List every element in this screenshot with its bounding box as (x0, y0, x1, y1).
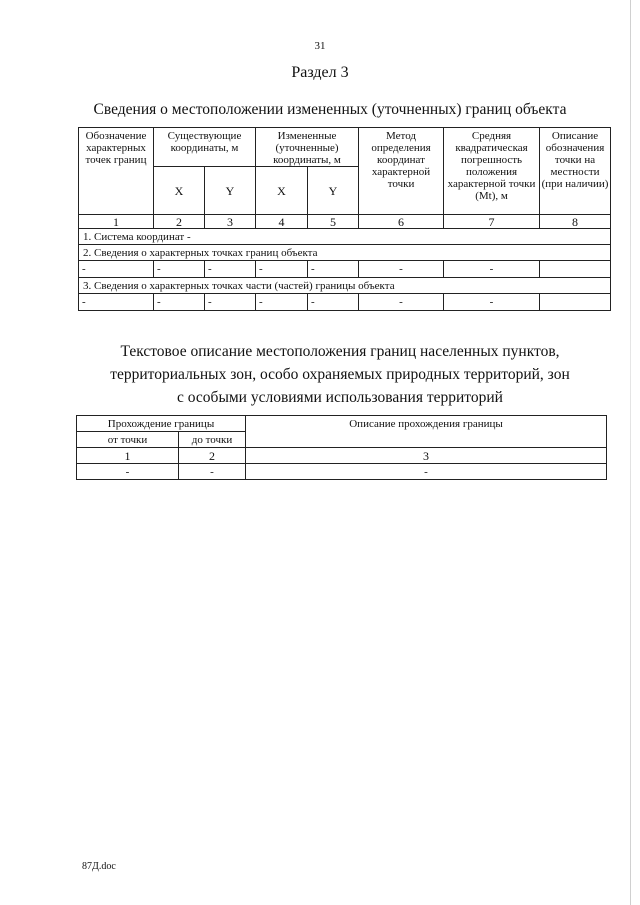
table-cell: - (154, 294, 205, 311)
column-number: 1 (77, 448, 179, 464)
page-edge-line (630, 0, 631, 905)
table-cell: - (179, 464, 246, 480)
header-point-designation: Обозначение характерных точек границ (79, 128, 154, 215)
table1-title: Сведения о местоположении измененных (уточненных) границ объекта (93, 101, 567, 118)
column-number: 5 (308, 215, 359, 229)
table-cell: - (359, 261, 444, 278)
column-number: 4 (256, 215, 308, 229)
column-number: 3 (205, 215, 256, 229)
header-description: Описание обозначения точки на местности (при наличии) (540, 128, 611, 215)
section3-heading-row: 3. Сведения о характерных точках части (частей) границы объекта (79, 278, 611, 294)
column-number: 1 (79, 215, 154, 229)
header-changed-y: Y (308, 167, 359, 215)
header-method: Метод определения координат характерной точки (359, 128, 444, 215)
section2-heading-row: 2. Сведения о характерных точках границ объекта (79, 245, 611, 261)
table-cell: - (308, 261, 359, 278)
table-cell: - (79, 294, 154, 311)
table-cell: - (256, 294, 308, 311)
table-cell: - (77, 464, 179, 480)
coordinate-system-row: 1. Система координат - (79, 229, 611, 245)
table-cell: - (154, 261, 205, 278)
table-cell: - (246, 464, 607, 480)
file-name-footer: 87Д.doc (82, 861, 116, 872)
column-number: 3 (246, 448, 607, 464)
header-changed-x: X (256, 167, 308, 215)
column-number: 2 (179, 448, 246, 464)
text-description-title (80, 340, 600, 409)
column-number: 8 (540, 215, 611, 229)
table-cell: - (205, 294, 256, 311)
header-error: Средняя квадратическая погрешность положения характерной точки (Mt), м (444, 128, 540, 215)
table-cell: - (256, 261, 308, 278)
table-cell: - (308, 294, 359, 311)
title-line: Текстовое описание местоположения границ населенных пунктов, (120, 343, 560, 360)
table-cell (540, 294, 611, 311)
page-number: 31 (314, 40, 326, 52)
header-existing-y: Y (205, 167, 256, 215)
section-title: Раздел 3 (291, 64, 349, 81)
boundary-passage-table (76, 415, 607, 480)
header-passage-description: Описание прохождения границы (246, 416, 607, 448)
header-changed-coordinates: Измененные (уточненные) координаты, м (256, 128, 359, 167)
column-number: 2 (154, 215, 205, 229)
header-from-point: от точки (77, 432, 179, 448)
table-cell: - (359, 294, 444, 311)
coordinates-table (78, 127, 611, 311)
header-existing-x: X (154, 167, 205, 215)
table-cell: - (444, 261, 540, 278)
title-line: территориальных зон, особо охраняемых природных территорий, зон (110, 366, 570, 383)
table-cell: - (79, 261, 154, 278)
table-cell: - (205, 261, 256, 278)
table-cell (540, 261, 611, 278)
table-cell: - (444, 294, 540, 311)
column-number: 6 (359, 215, 444, 229)
header-existing-coordinates: Существующие координаты, м (154, 128, 256, 167)
header-boundary-passage: Прохождение границы (77, 416, 246, 432)
header-to-point: до точки (179, 432, 246, 448)
title-line: с особыми условиями использования территорий (177, 389, 503, 406)
column-number: 7 (444, 215, 540, 229)
